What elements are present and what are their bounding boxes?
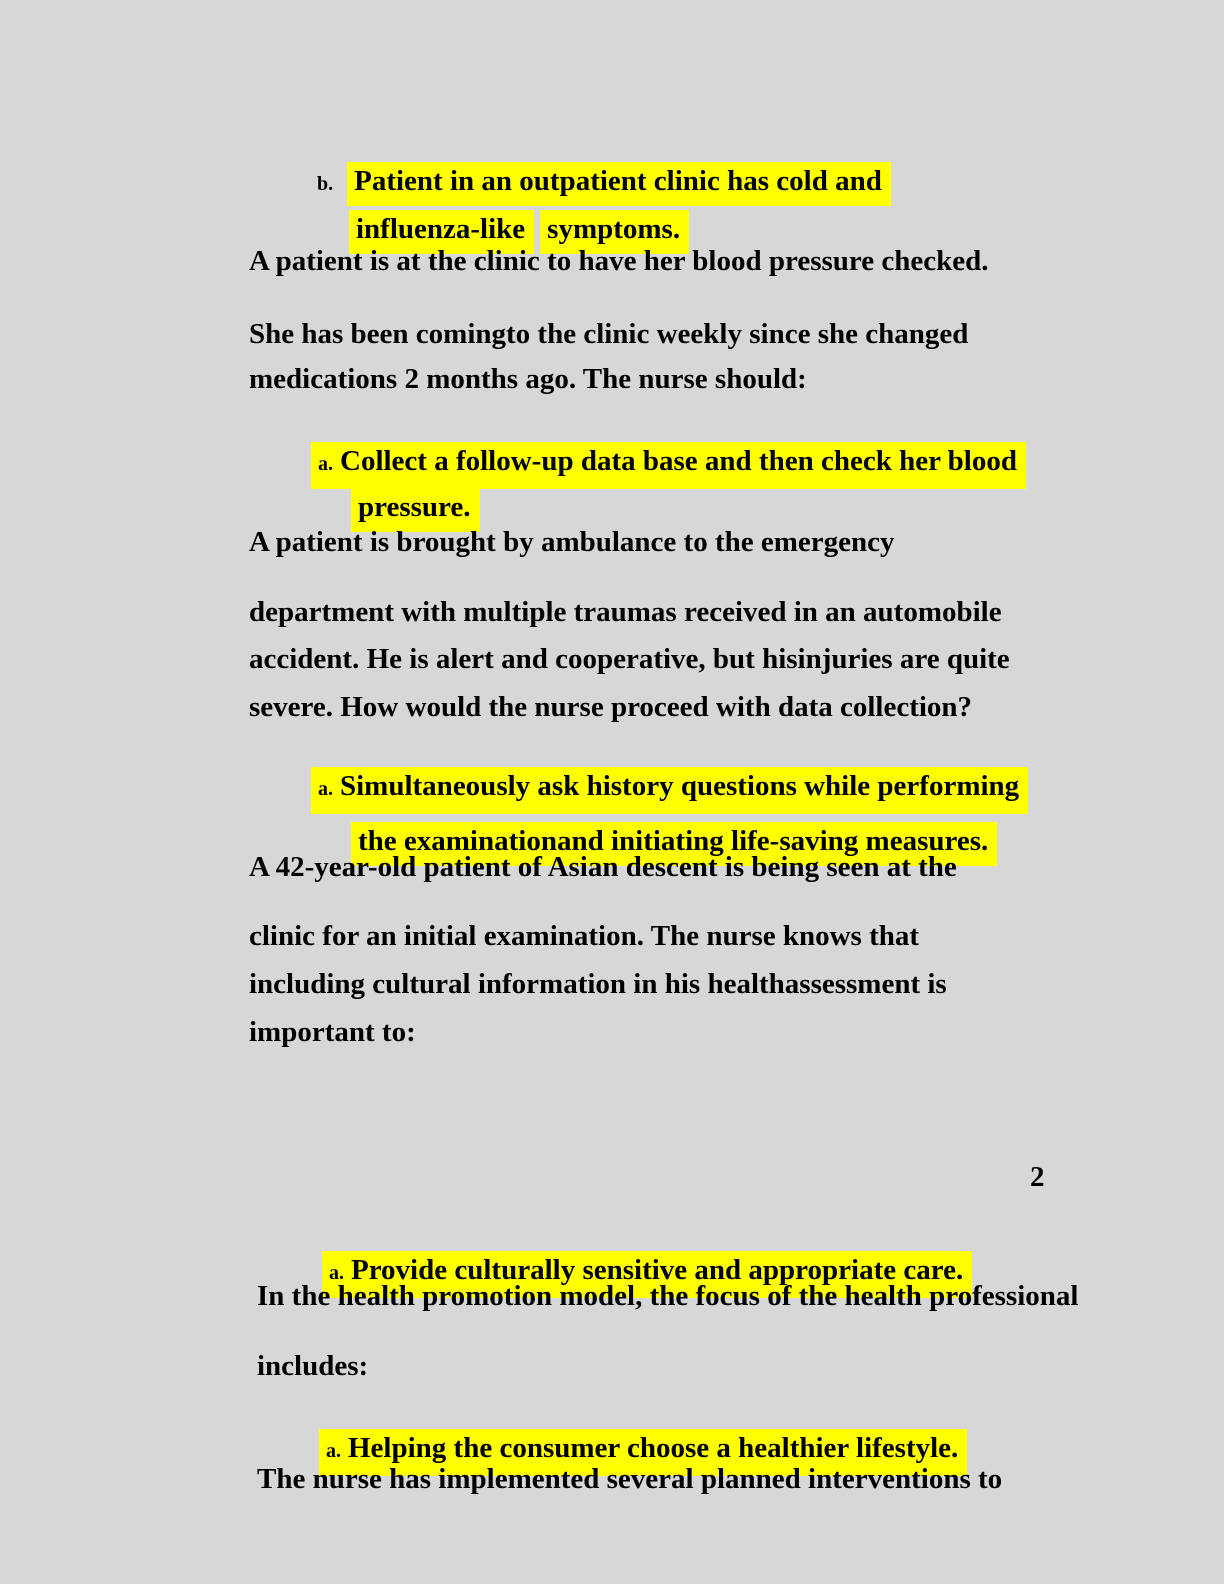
answer-line <box>293 1217 972 1332</box>
question-line: severe. How would the nurse proceed with data collection? <box>249 691 973 723</box>
highlighted-text: pressure. <box>351 488 480 532</box>
question-line: important to: <box>249 1016 416 1048</box>
list-marker-b: b. <box>317 173 334 195</box>
question-line: She has been comingto the clinic weekly since she changed <box>249 318 969 350</box>
highlighted-text: influenza-like <box>349 210 534 254</box>
question-line: A patient is brought by ambulance to the emergency <box>249 526 895 558</box>
question-line: accident. He is alert and cooperative, but hisinjuries are quite <box>249 643 1010 675</box>
answer-text: Collect a follow-up data base and then check her blood <box>340 445 1017 477</box>
highlighted-text: symptoms. <box>540 210 689 254</box>
question-line: A 42-year-old patient of Asian descent is being seen at the <box>249 851 957 883</box>
question-line: including cultural information in his healthassessment is <box>249 968 947 1000</box>
question-line: includes: <box>257 1350 369 1382</box>
list-marker-a: a. <box>318 778 333 800</box>
answer-text: Provide culturally sensitive and appropriate care. <box>351 1254 964 1286</box>
question-line: A patient is at the clinic to have her blood pressure checked. <box>249 245 989 277</box>
list-marker-a: a. <box>326 1440 341 1462</box>
question-line: The nurse has implemented several planned interventions to <box>257 1463 1003 1495</box>
highlighted-text: Patient in an outpatient clinic has cold and <box>347 162 891 206</box>
answer-text: Helping the consumer choose a healthier lifestyle. <box>348 1432 959 1464</box>
page-number: 2 <box>1030 1161 1045 1193</box>
question-line: In the health promotion model, the focus of the health professional <box>257 1280 1079 1312</box>
list-marker-a: a. <box>329 1262 344 1284</box>
answer-text: Simultaneously ask history questions while performing <box>340 770 1020 802</box>
question-line: department with multiple traumas received in an automobile <box>249 596 1002 628</box>
question-line: clinic for an initial examination. The nurse knows that <box>249 920 920 952</box>
list-marker-a: a. <box>318 453 333 475</box>
question-line: medications 2 months ago. The nurse should: <box>249 363 807 395</box>
highlighted-text: the examinationand initiating life-saving measures. <box>351 822 997 866</box>
